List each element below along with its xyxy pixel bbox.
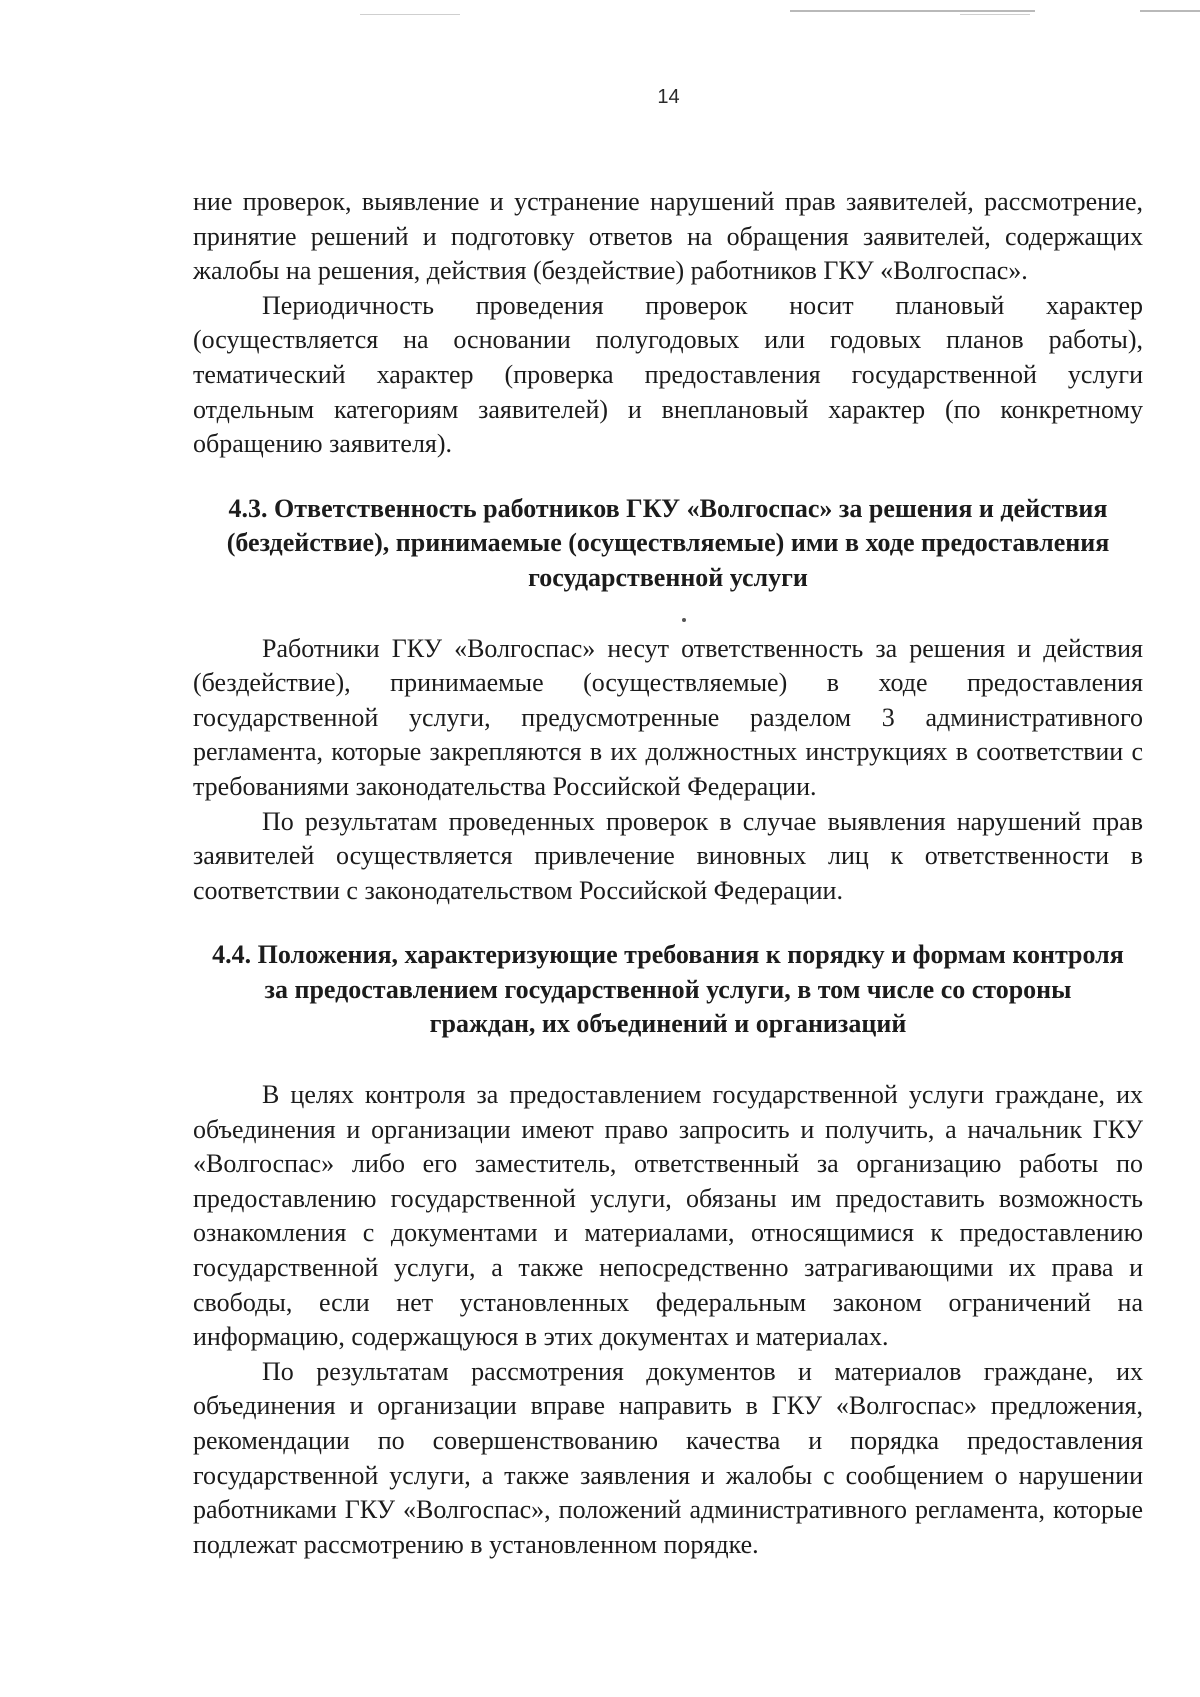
heading-line: граждан, их объединений и организаций	[429, 1009, 907, 1039]
spacer	[193, 462, 1143, 492]
page-number: 14	[657, 86, 680, 108]
document-body	[193, 185, 1143, 1562]
spacer	[193, 1042, 1143, 1078]
scan-artifact	[682, 618, 686, 622]
section-heading-4-3	[193, 492, 1143, 596]
section-heading-4-4	[193, 938, 1143, 1042]
heading-line: 4.4. Положения, характеризующие требования к порядку и формам контроля	[212, 940, 1124, 970]
paragraph-citizen-control: В целях контроля за предоставлением государственной услуги граждане, их объединения и организации имеют право запросить и получить, а начальник ГКУ «Волгоспас» либо его заместитель, ответственный за организацию работы по предоставлению государственной услуги, обязаны им предоставить возможность ознакомления с документами и материалами, относящимися к предоставлению государственной услуги, а также непосредственно затрагивающими их права и свободы, если нет установленных федеральным законом ограничений на информацию, содержащуюся в этих документах и материалах.	[193, 1080, 1143, 1352]
paragraph-staff-responsibility: Работники ГКУ «Волгоспас» несут ответственность за решения и действия (бездействие), принимаемые (осуществляемые) в ходе предоставления государственной услуги, предусмотренные разделом 3 административного регламента, которые закрепляются в их должностных инструкциях в соответствии с требованиями законодательства Российской Федерации.	[193, 633, 1143, 801]
heading-line: за предоставлением государственной услуги, в том числе со стороны	[264, 974, 1072, 1004]
spacer	[193, 908, 1143, 938]
spacer	[193, 596, 1143, 632]
paragraph-continuation: ние проверок, выявление и устранение нарушений прав заявителей, рассмотрение, принятие решений и подготовку ответов на обращения заявителей, содержащих жалобы на решения, действия (бездействие) работников ГКУ «Волгоспас».	[193, 187, 1143, 286]
heading-line: государственной услуги	[528, 562, 808, 592]
heading-line: (бездействие), принимаемые (осуществляемые) ими в ходе предоставления	[226, 528, 1110, 558]
scan-artifact	[790, 10, 1035, 12]
scan-artifact	[1140, 10, 1200, 12]
scan-artifact	[360, 14, 460, 15]
paragraph-inspection-results: По результатам проведенных проверок в случае выявления нарушений прав заявителей осуществляется привлечение виновных лиц к ответственности в соответствии с законодательством Российской Федерации.	[193, 806, 1143, 905]
heading-line: 4.3. Ответственность работников ГКУ «Волгоспас» за решения и действия	[228, 493, 1108, 523]
paragraph-citizen-proposals: По результатам рассмотрения документов и материалов граждане, их объединения и организации вправе направить в ГКУ «Волгоспас» предложения, рекомендации по совершенствованию качества и порядка предоставления государственной услуги, а также заявления и жалобы с сообщением о нарушении работниками ГКУ «Волгоспас», положений административного регламента, которые подлежат рассмотрению в установленном порядке.	[193, 1356, 1143, 1559]
scan-artifact	[960, 14, 1030, 15]
paragraph-inspection-frequency: Периодичность проведения проверок носит плановый характер (осуществляется на основании полугодовых или годовых планов работы), тематический характер (проверка предоставления государственной услуги отдельным категориям заявителей) и внеплановый характер (по конкретному обращению заявителя).	[193, 290, 1143, 459]
